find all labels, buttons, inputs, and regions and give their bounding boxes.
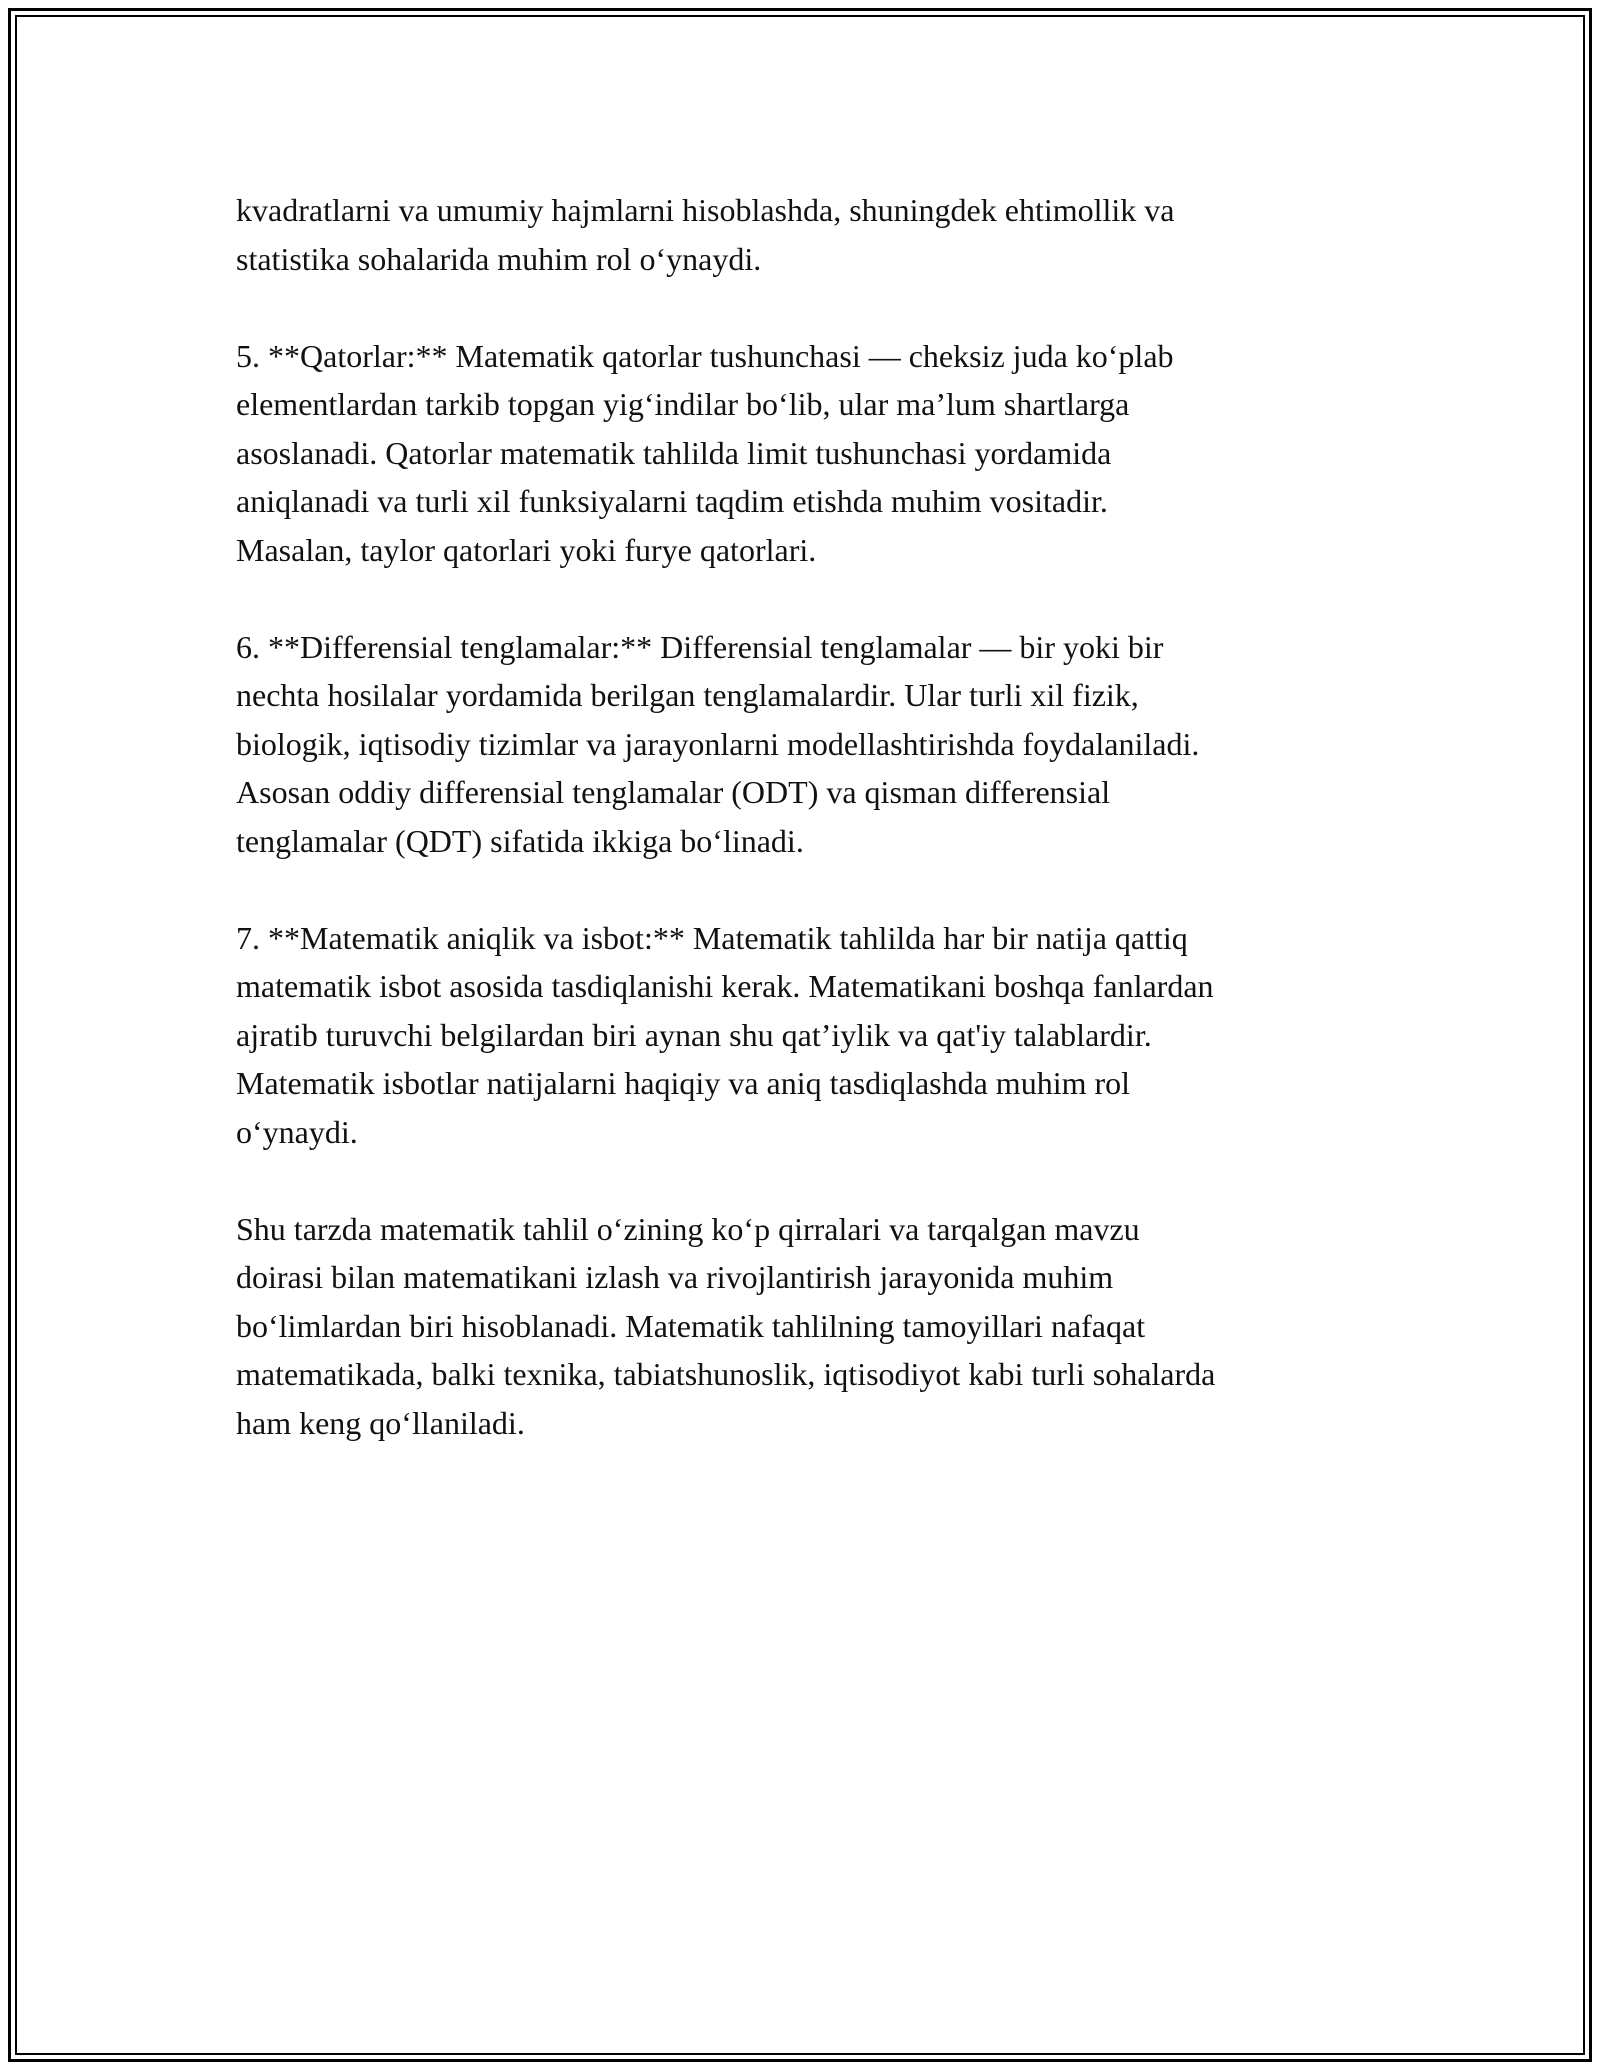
paragraph-conclusion xyxy=(236,1205,1416,1448)
text-line: 6. **Differensial tenglamalar:** Differensial tenglamalar — bir yoki bir xyxy=(236,628,1164,665)
paragraph-item-7-isbot xyxy=(236,914,1416,1157)
text-line: Matematik isbotlar natijalarni haqiqiy va aniq tasdiqlashda muhim rol xyxy=(236,1065,1131,1101)
text-line: biologik, iqtisodiy tizimlar va jarayonlarni modellashtirishda foydalaniladi. xyxy=(236,725,1200,762)
text-line: statistika sohalarida muhim rol o‘ynaydi. xyxy=(236,240,762,277)
document-body xyxy=(236,186,1416,1496)
paragraph-intro-continuation xyxy=(236,186,1416,283)
text-line: doirasi bilan matematikani izlash va rivojlantirish jarayonida muhim xyxy=(236,1259,1114,1295)
paragraph-item-5-qatorlar xyxy=(236,332,1416,575)
text-line: tenglamalar (QDT) sifatida ikkiga bo‘linadi. xyxy=(236,822,804,859)
text-line: Masalan, taylor qatorlari yoki furye qatorlari. xyxy=(236,531,817,568)
text-line: 5. **Qatorlar:** Matematik qatorlar tushunchasi — cheksiz juda ko‘plab xyxy=(236,337,1174,374)
text-line: Shu tarzda matematik tahlil o‘zining ko‘p qirralari va tarqalgan mavzu xyxy=(236,1210,1140,1247)
paragraph-item-6-differensial xyxy=(236,623,1416,866)
text-line: matematik isbot asosida tasdiqlanishi kerak. Matematikani boshqa fanlardan xyxy=(236,968,1214,1004)
text-line: ham keng qo‘llaniladi. xyxy=(236,1404,525,1441)
text-line: aniqlanadi va turli xil funksiyalarni taqdim etishda muhim vositadir. xyxy=(236,483,1108,519)
text-line: elementlardan tarkib topgan yig‘indilar bo‘lib, ular ma’lum shartlarga xyxy=(236,386,1130,422)
text-line: kvadratlarni va umumiy hajmlarni hisoblashda, shuningdek ehtimollik va xyxy=(236,192,1175,228)
text-line: o‘ynaydi. xyxy=(236,1113,358,1150)
text-line: 7. **Matematik aniqlik va isbot:** Matematik tahlilda har bir natija qattiq xyxy=(236,919,1188,956)
text-line: Asosan oddiy differensial tenglamalar (ODT) va qisman differensial xyxy=(236,774,1111,810)
text-line: matematikada, balki texnika, tabiatshunoslik, iqtisodiyot kabi turli sohalarda xyxy=(236,1356,1216,1392)
text-line: asoslanadi. Qatorlar matematik tahlilda limit tushunchasi yordamida xyxy=(236,434,1112,471)
text-line: ajratib turuvchi belgilardan biri aynan shu qat’iylik va qat'iy talablardir. xyxy=(236,1016,1152,1053)
text-line: bo‘limlardan biri hisoblanadi. Matematik tahlilning tamoyillari nafaqat xyxy=(236,1307,1146,1344)
text-line: nechta hosilalar yordamida berilgan tenglamalardir. Ular turli xil fizik, xyxy=(236,677,1139,713)
